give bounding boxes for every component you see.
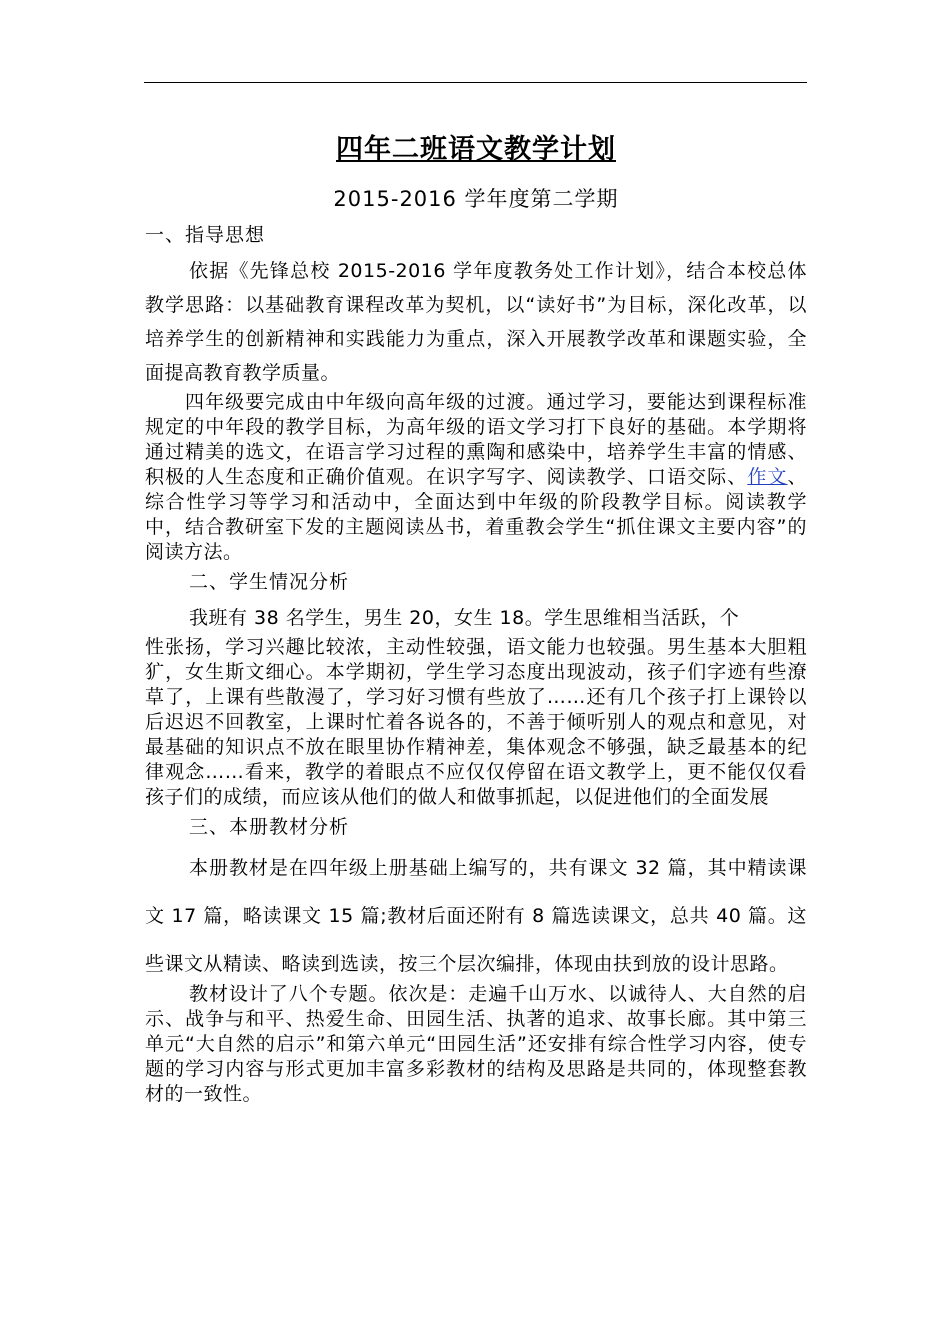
paragraph-student-analysis-line1: 我班有 38 名学生，男生 20，女生 18。学生思维相当活跃，个 <box>189 607 740 629</box>
paragraph-student-analysis: 性张扬，学习兴趣比较浓，主动性较强，语文能力也较强。男生基本大胆粗犷，女生斯文细心。本学期初，学生学习态度出现波动，孩子们字迹有些潦草了，上课有些散漫了，学习好习惯有些放了……还有几个孩子打上课铃以后迟迟不回教室，上课时忙着各说各的，不善于倾听别人的观点和意见，对最基础的知识点不放在眼里协作精神差，集体观念不够强，缺乏最基本的纪律观念……看来，教学的着眼点不应仅仅停留在语文教学上，更不能仅仅看孩子们的成绩，而应该从他们的做人和做事抓起，以促进他们的全面发展 <box>145 636 807 808</box>
paragraph-grade-goals-part2: 、综合性学习等学习和活动中，全面达到中年级的阶段教学目标。阅读教学中，结合教研室下发的主题阅读丛书，着重教会学生“抓住课文主要内容”的阅读方法。 <box>145 466 807 563</box>
section-heading-textbook-analysis: 三、本册教材分析 <box>189 816 350 838</box>
header-rule <box>144 82 807 83</box>
composition-link[interactable]: 作文 <box>747 466 788 488</box>
paragraph-textbook-topics: 教材设计了八个专题。依次是：走遍千山万水、以诚待人、大自然的启示、战争与和平、热爱生命、田园生活、执著的追求、故事长廊。其中第三单元“大自然的启示”和第六单元“田园生活”还安排有综合性学习内容，使专题的学习内容与形式更加丰富多彩教材的结构及思路是共同的，体现整套教材的一致性。 <box>145 983 807 1105</box>
section-heading-student-analysis: 二、学生情况分析 <box>189 571 350 593</box>
paragraph-grade-goals <box>145 390 807 565</box>
section-heading-guiding-thought: 一、指导思想 <box>145 224 266 246</box>
paragraph-textbook-overview: 本册教材是在四年级上册基础上编写的，共有课文 32 篇，其中精读课文 17 篇，略读课文 15 篇;教材后面还附有 8 篇选读课文，总共 40 篇。这些课文从精读、略读到选读，按三个层次编排，体现由扶到放的设计思路。 <box>145 857 807 975</box>
document-subtitle: 2015-2016 学年度第二学期 <box>333 187 619 211</box>
paragraph-grade-goals-part1: 四年级要完成由中年级向高年级的过渡。通过学习，要能达到课程标准规定的中年段的教学目标，为高年级的语文学习打下良好的基础。本学期将通过精美的选文，在语言学习过程的熏陶和感染中，培养学生丰富的情感、积极的人生态度和正确价值观。在识字写字、阅读教学、口语交际、 <box>145 391 807 488</box>
paragraph-guiding-thought: 依据《先锋总校 2015-2016 学年度教务处工作计划》，结合本校总体教学思路：以基础教育课程改革为契机，以“读好书”为目标，深化改革，以培养学生的创新精神和实践能力为重点，深入开展教学改革和课题实验，全面提高教育教学质量。 <box>145 260 807 384</box>
document-title: 四年二班语文教学计划 <box>336 134 616 165</box>
document-page <box>145 128 807 1107</box>
